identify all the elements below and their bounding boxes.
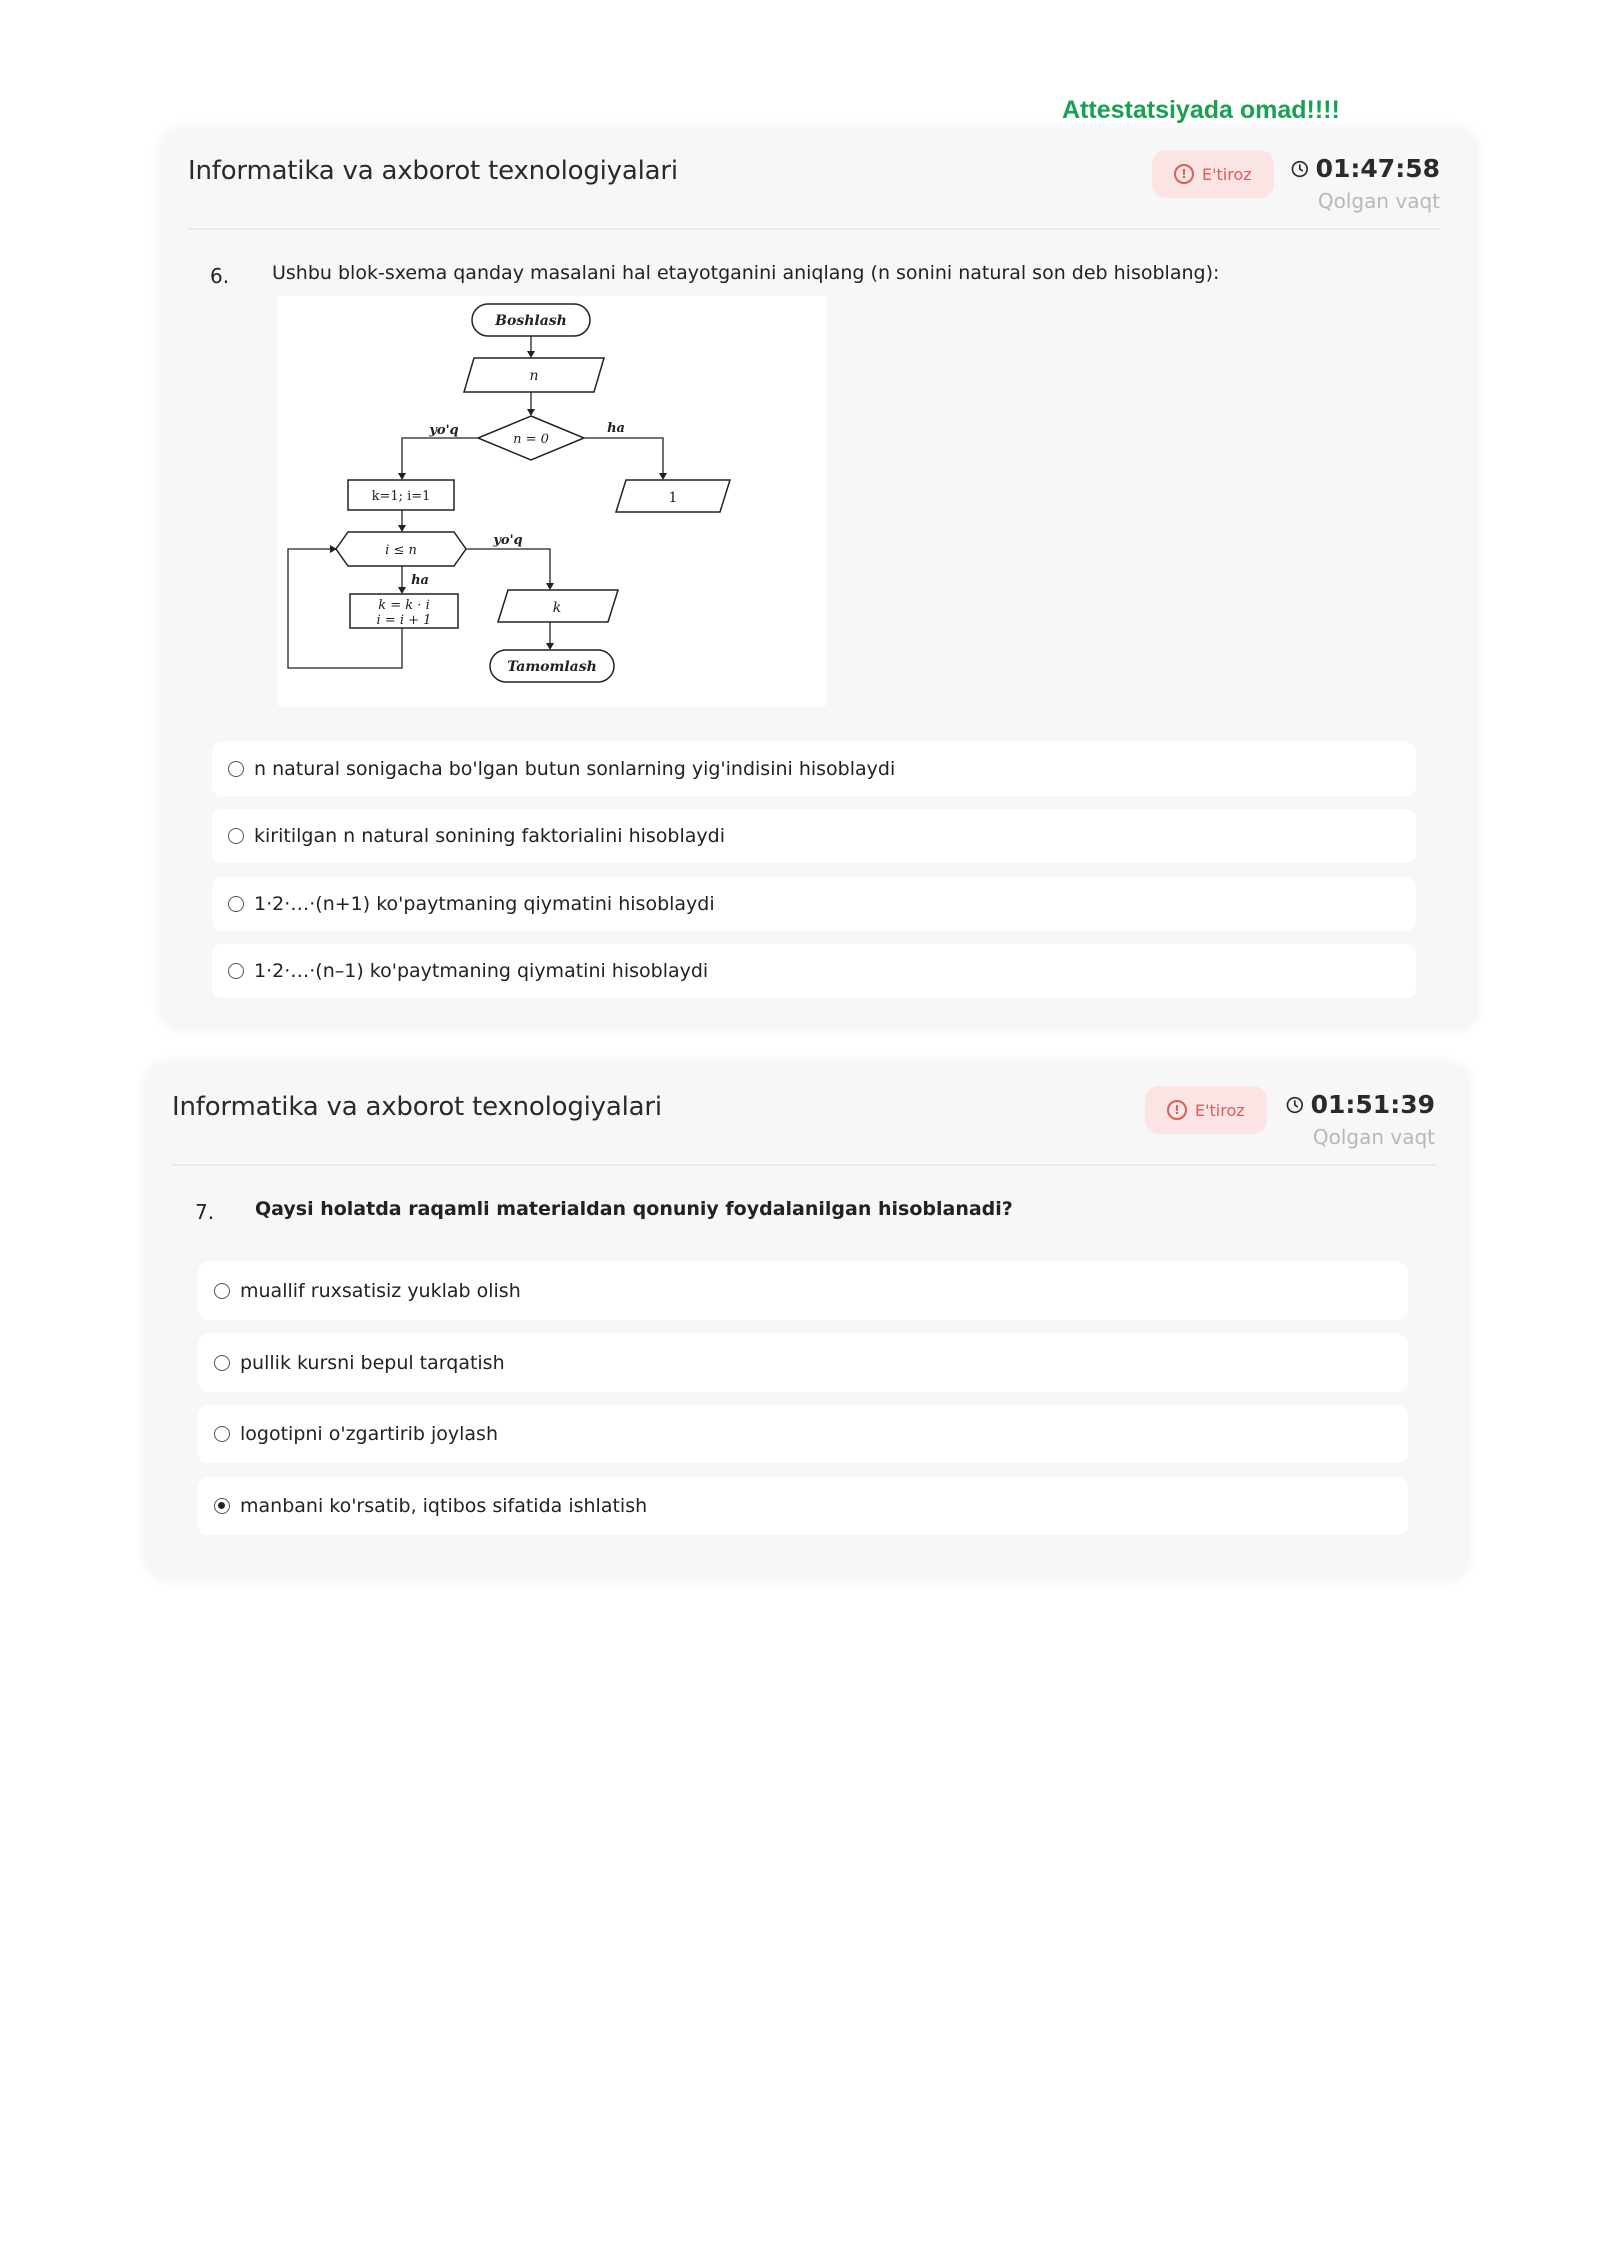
info-icon: ! [1167, 1100, 1187, 1120]
divider [188, 228, 1440, 230]
radio-button[interactable] [228, 963, 244, 979]
option-label: n natural sonigacha bo'lgan butun sonlarning yig'indisini hisoblaydi [254, 758, 896, 780]
svg-text:ha: ha [607, 421, 625, 436]
flowchart-figure [278, 296, 826, 706]
timer-label: Qolgan vaqt [1317, 189, 1440, 213]
question-card [145, 1062, 1470, 1580]
option-label: 1·2·…·(n+1) ko'paytmaning qiymatini hisoblaydi [254, 893, 715, 915]
objection-label: E'tiroz [1195, 1100, 1245, 1120]
subject-title: Informatika va axborot texnologiyalari [188, 156, 678, 186]
option-label: manbani ko'rsatib, iqtibos sifatida ishlatish [240, 1495, 648, 1517]
answer-option[interactable] [212, 944, 1416, 998]
option-label: kiritilgan n natural sonining faktorialini hisoblaydi [254, 825, 725, 847]
objection-button[interactable] [1152, 150, 1274, 198]
radio-button[interactable] [228, 761, 244, 777]
option-label: logotipni o'zgartirib joylash [240, 1423, 499, 1445]
timer-value: 01:47:58 [1315, 154, 1440, 183]
radio-button[interactable] [228, 828, 244, 844]
radio-button[interactable] [228, 896, 244, 912]
svg-text:n = 0: n = 0 [513, 432, 549, 447]
subject-title: Informatika va axborot texnologiyalari [172, 1092, 662, 1122]
option-label: 1·2·…·(n–1) ko'paytmaning qiymatini hisoblaydi [254, 960, 709, 982]
clock-icon [1285, 1093, 1305, 1117]
question-text: Qaysi holatda raqamli materialdan qonuniy foydalanilgan hisoblanadi? [255, 1198, 1013, 1220]
radio-button[interactable] [214, 1283, 230, 1299]
svg-text:i ≤ n: i ≤ n [385, 543, 417, 558]
svg-text:yo'q: yo'q [493, 533, 523, 548]
timer [1290, 154, 1440, 213]
answer-option[interactable] [198, 1477, 1408, 1535]
answer-option[interactable] [212, 742, 1416, 796]
timer-label: Qolgan vaqt [1312, 1125, 1435, 1149]
question-number: 7. [195, 1200, 215, 1224]
timer [1285, 1090, 1435, 1149]
svg-text:n: n [529, 368, 539, 384]
radio-button[interactable] [214, 1426, 230, 1442]
answer-option[interactable] [212, 877, 1416, 931]
svg-text:yo'q: yo'q [429, 423, 459, 438]
svg-text:Tamomlash: Tamomlash [507, 659, 597, 675]
option-label: muallif ruxsatisiz yuklab olish [240, 1280, 521, 1302]
svg-text:i = i + 1: i = i + 1 [376, 613, 432, 628]
answer-option[interactable] [198, 1334, 1408, 1392]
question-card [160, 128, 1478, 1030]
svg-text:k = k · i: k = k · i [378, 598, 430, 613]
radio-button-selected[interactable] [214, 1498, 230, 1514]
svg-text:k=1; i=1: k=1; i=1 [371, 489, 431, 504]
svg-text:ha: ha [411, 573, 429, 588]
timer-value: 01:51:39 [1310, 1090, 1435, 1119]
answer-option[interactable] [198, 1262, 1408, 1320]
radio-button[interactable] [214, 1355, 230, 1371]
answer-option[interactable] [198, 1405, 1408, 1463]
question-number: 6. [210, 264, 230, 288]
option-label: pullik kursni bepul tarqatish [240, 1352, 505, 1374]
divider [172, 1164, 1437, 1166]
question-text: Ushbu blok-sxema qanday masalani hal etayotganini aniqlang (n sonini natural son deb hisoblang): [272, 262, 1220, 284]
clock-icon [1290, 157, 1310, 181]
svg-text:k: k [552, 600, 562, 616]
objection-button[interactable] [1145, 1086, 1267, 1134]
success-banner: Attestatsiyada omad!!!! [1062, 96, 1340, 124]
answer-option[interactable] [212, 809, 1416, 863]
svg-text:Boshlash: Boshlash [495, 313, 567, 329]
objection-label: E'tiroz [1202, 164, 1252, 184]
info-icon: ! [1174, 164, 1194, 184]
svg-text:1: 1 [668, 490, 678, 506]
